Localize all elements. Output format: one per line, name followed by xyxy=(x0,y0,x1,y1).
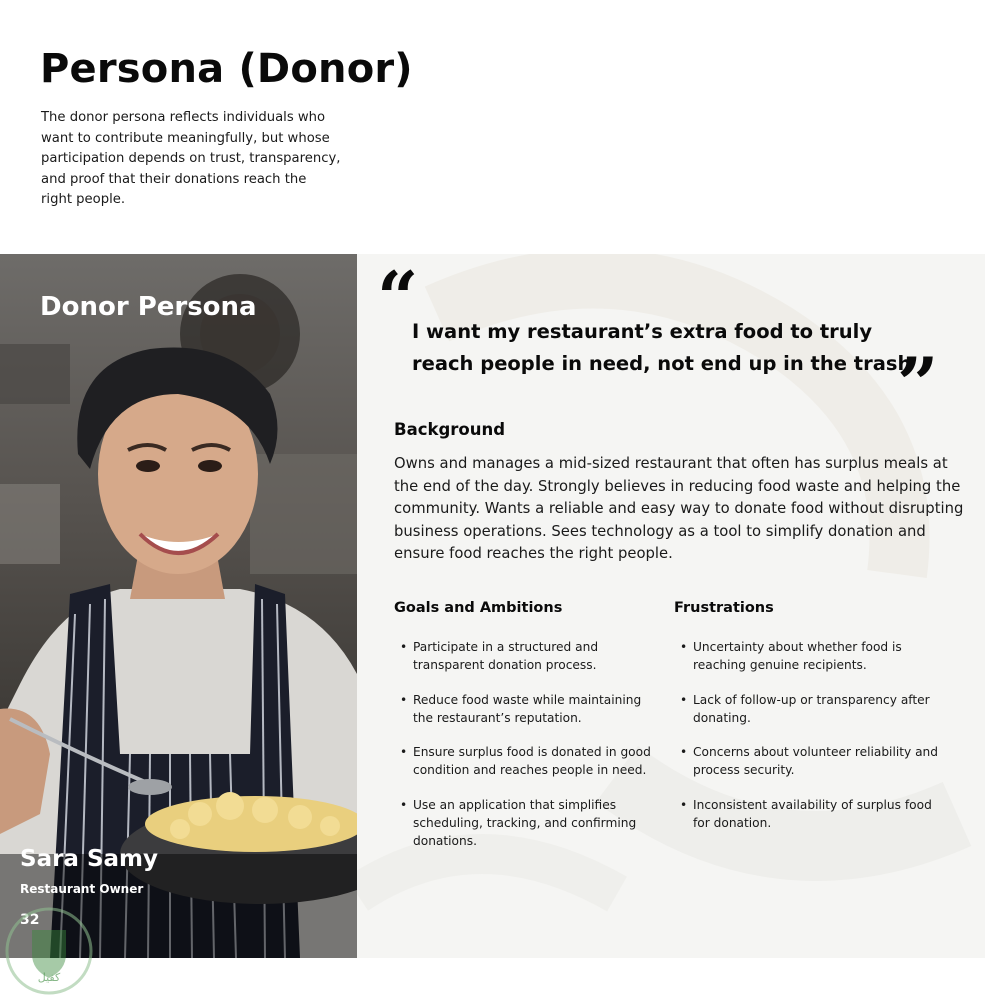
goal-item: • Participate in a structured and transparent donation process. xyxy=(400,638,660,674)
frustration-item: • Lack of follow-up or transparency after donating. xyxy=(680,691,940,727)
watermark-text: كفيل xyxy=(37,971,61,984)
quote-close-icon: ” xyxy=(897,341,939,426)
background-text: Owns and manages a mid-sized restaurant that often has surplus meals at the end of the day. Strongly believes in reducing food waste and helping the community. Wants a reliable and easy way to donate food without disrupting business operations. Sees technology as a tool to simplify donation and ensure food reaches the right people. xyxy=(394,455,964,562)
frustrations-heading: Frustrations xyxy=(674,600,774,616)
panel-title: Donor Persona xyxy=(40,292,257,322)
frustrations-list xyxy=(680,638,940,848)
watermark-logo-icon xyxy=(4,906,94,996)
goals-list xyxy=(400,638,660,866)
frustration-item: • Concerns about volunteer reliability and process security. xyxy=(680,743,940,779)
goal-item: • Ensure surplus food is donated in good condition and reaches people in need. xyxy=(400,743,660,779)
page-number: 32 xyxy=(20,912,40,928)
persona-role: Restaurant Owner xyxy=(20,882,144,896)
goal-item: • Use an application that simplifies scheduling, tracking, and confirming donations. xyxy=(400,796,660,850)
goals-heading: Goals and Ambitions xyxy=(394,600,563,616)
quote-open-icon: “ xyxy=(377,255,419,340)
persona-quote: I want my restaurant’s extra food to truly reach people in need, not end up in the trash xyxy=(412,320,912,375)
persona-name: Sara Samy xyxy=(20,846,158,872)
persona-photo-panel xyxy=(0,254,357,958)
goal-item: • Reduce food waste while maintaining the restaurant’s reputation. xyxy=(400,691,660,727)
persona-details-panel xyxy=(357,254,985,958)
frustration-item: • Uncertainty about whether food is reaching genuine recipients. xyxy=(680,638,940,674)
background-heading: Background xyxy=(394,420,506,439)
frustration-item: • Inconsistent availability of surplus food for donation. xyxy=(680,796,940,832)
page-title: Persona (Donor) xyxy=(40,46,413,92)
intro-paragraph: The donor persona reflects individuals who want to contribute meaningfully, but whose participation depends on trust, transparency, and proof that their donations reach the right people. xyxy=(41,110,341,207)
